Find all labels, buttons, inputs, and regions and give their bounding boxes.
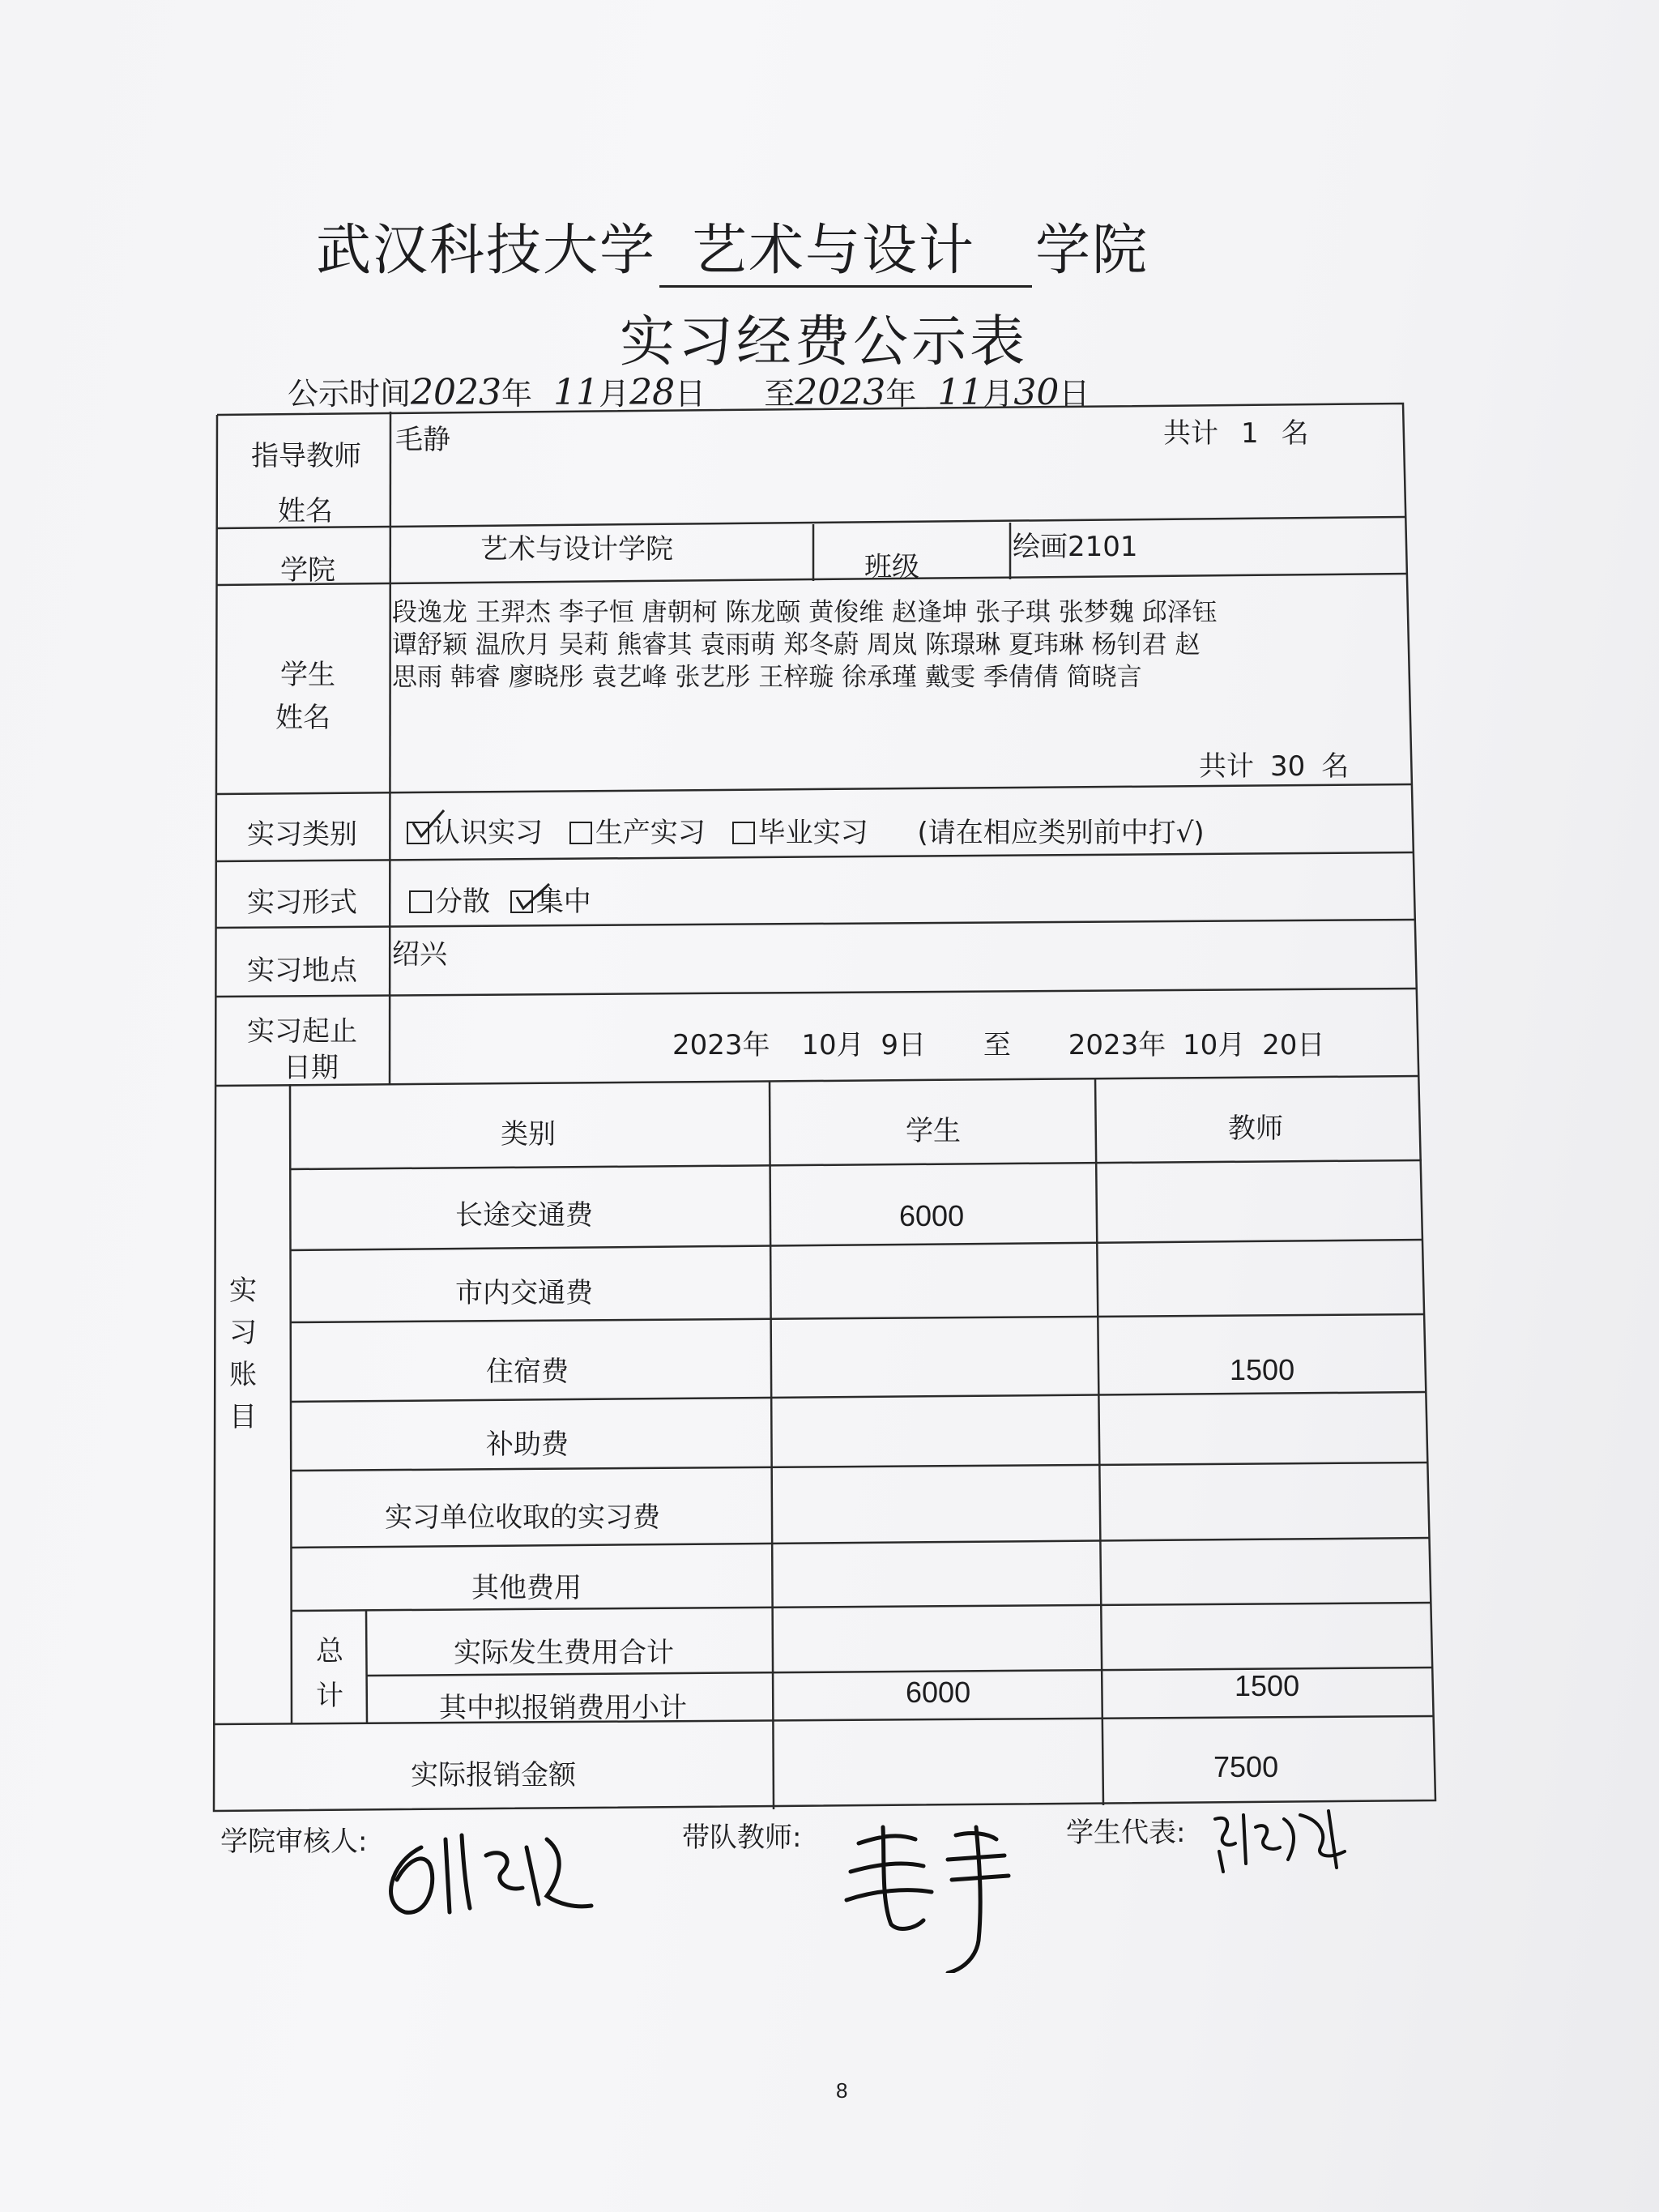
dates-range: 2023年 10月 9日 至 2023年 10月 20日 — [672, 1029, 1325, 1061]
checkbox-checked[interactable] — [510, 890, 533, 913]
students-label-1: 学生 — [280, 659, 335, 691]
students-names-line-3: 思雨 韩睿 廖晓彤 袁艺峰 张艺彤 王梓璇 徐承瑾 戴雯 季倩倩 简晓言 — [392, 663, 1142, 692]
account-label-long-transport: 长途交通费 — [455, 1199, 593, 1232]
account-label-unit-fee: 实习单位收取的实习费 — [385, 1501, 660, 1534]
reimburse-sub-label: 其中拟报销费用小计 — [439, 1692, 687, 1724]
student-rep-signature — [1207, 1803, 1361, 1876]
instructor-label-2: 姓名 — [278, 495, 333, 527]
account-label-allowance: 补助费 — [486, 1428, 569, 1461]
category-label: 实习类别 — [247, 818, 357, 851]
reimburse-sub-student: 6000 — [906, 1676, 971, 1709]
publicity-start-month: 11 — [553, 372, 599, 413]
account-student-long-transport: 6000 — [899, 1199, 965, 1232]
actual-total-label: 实际发生费用合计 — [454, 1637, 674, 1669]
account-label-lodging: 住宿费 — [486, 1356, 569, 1388]
total-side-label-2: 计 — [316, 1680, 343, 1712]
students-names-line-2: 谭舒颖 温欣月 吴莉 熊睿其 袁雨萌 郑冬蔚 周岚 陈璟琳 夏玮琳 杨钊君 赵 — [392, 630, 1201, 660]
end-month: 10月 — [1183, 1029, 1246, 1061]
reimburse-amount: 7500 — [1213, 1750, 1279, 1783]
dates-label-2: 日期 — [284, 1052, 339, 1084]
category-option-graduation[interactable]: 毕业实习 — [732, 817, 868, 849]
dates-label-1: 实习起止 — [247, 1015, 357, 1048]
category-option-production[interactable]: 生产实习 — [569, 817, 706, 849]
end-year: 2023年 — [1068, 1029, 1166, 1061]
page-number: 8 — [836, 2078, 848, 2103]
check-mark-icon — [410, 809, 447, 841]
teacher-sign-label: 带队教师: — [682, 1821, 802, 1854]
students-total: 共计 30 名 — [1199, 750, 1350, 783]
college-value: 艺术与设计学院 — [480, 533, 673, 566]
checkbox-checked[interactable] — [407, 822, 429, 844]
checkbox[interactable] — [569, 822, 592, 844]
col-category: 类别 — [501, 1118, 556, 1151]
category-note: (请在相应类别前中打√) — [917, 817, 1205, 849]
instructor-name: 毛静 — [395, 424, 450, 456]
university-name: 武汉科技大学 — [316, 219, 657, 283]
student-rep-label: 学生代表: — [1066, 1817, 1186, 1849]
form-label: 实习形式 — [247, 886, 357, 919]
form-option-scattered[interactable]: 分散 — [409, 886, 490, 918]
accounts-side-label-3: 账 — [229, 1359, 257, 1391]
instructor-label-1: 指导教师 — [251, 440, 361, 472]
start-month: 10月 — [801, 1029, 864, 1061]
start-day: 9日 — [881, 1029, 927, 1061]
end-day: 20日 — [1262, 1029, 1325, 1061]
accounts-side-label-1: 实 — [229, 1275, 257, 1307]
form-options — [409, 879, 591, 919]
reviewer-signature — [373, 1815, 608, 1928]
form-option-centralized[interactable]: 集中 — [510, 886, 591, 918]
class-label: 班级 — [864, 551, 919, 583]
students-label-2: 姓名 — [275, 702, 331, 734]
publicity-end-month: 11 — [937, 372, 983, 413]
category-options — [407, 810, 1205, 850]
form-title: 实习经费公示表 — [620, 310, 1029, 374]
reimburse-sub-teacher: 1500 — [1235, 1669, 1300, 1702]
publicity-start-year: 2023 — [411, 372, 501, 413]
checkbox[interactable] — [409, 890, 432, 913]
account-teacher-lodging: 1500 — [1230, 1353, 1295, 1386]
account-label-other: 其他费用 — [471, 1572, 582, 1604]
accounts-side-label-2: 习 — [229, 1317, 257, 1349]
instructor-total: 共计 1 名 — [1163, 417, 1309, 450]
students-names-line-1: 段逸龙 王羿杰 李子恒 唐朝柯 陈龙颐 黄俊维 赵逢坤 张子琪 张梦魏 邱泽钰 — [392, 598, 1218, 627]
publicity-end-day: 30 — [1013, 372, 1060, 413]
publicity-start-day: 28 — [629, 372, 676, 413]
check-mark-icon — [514, 881, 551, 913]
school-name: 艺术与设计 — [659, 207, 1032, 288]
total-side-label-1: 总 — [316, 1635, 343, 1668]
school-suffix: 学院 — [1035, 219, 1149, 283]
reimburse-amount-label: 实际报销金额 — [411, 1759, 576, 1791]
location-label: 实习地点 — [247, 954, 357, 987]
col-teacher: 教师 — [1228, 1112, 1283, 1145]
account-label-city-transport: 市内交通费 — [455, 1277, 593, 1309]
start-year: 2023年 — [672, 1029, 770, 1061]
location-value: 绍兴 — [392, 938, 447, 971]
publicity-time: 公示时间2023年 11月28日 至2023年 11月30日 — [288, 372, 1090, 413]
col-student: 学生 — [906, 1115, 961, 1147]
class-value: 绘画2101 — [1013, 531, 1138, 563]
checkbox[interactable] — [732, 822, 755, 844]
college-label: 学院 — [280, 554, 335, 587]
publicity-label: 公示时间 — [288, 376, 412, 412]
teacher-signature — [834, 1811, 1045, 1973]
accounts-side-label-4: 目 — [229, 1401, 257, 1433]
publicity-end-year: 2023 — [795, 372, 886, 413]
category-option-cognitive[interactable]: 认识实习 — [407, 817, 543, 849]
reviewer-label: 学院审核人: — [220, 1826, 368, 1858]
